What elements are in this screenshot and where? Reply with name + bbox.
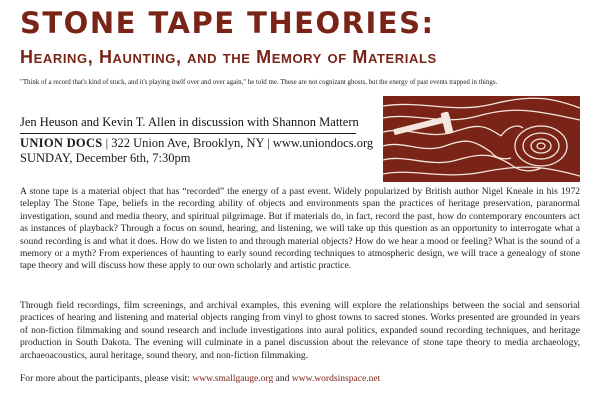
poster-title: STONE TAPE THEORIES: [20, 6, 435, 40]
venue-address: | 322 Union Ave, Brooklyn, NY | www.uniondocs.org [105, 136, 374, 150]
woodcut-image [383, 96, 580, 182]
more-info-line [20, 373, 380, 385]
description-paragraph-2: Through field recordings, film screenings, and archival examples, this evening will explore the relationships between the social and sensorial practices of hearing and listening and material objects ranging from vinyl to ghost towns to sacred stones. Works presented are grounded in years of non-fiction filmmaking and sound research and include investigations into aural politics, expanded sound recording techniques, and heritage production in South Dakota. The evening will culminate in a panel discussion about the relevance of stone tape theory to media archaeology, archaeoacoustics, aural heritage, sound theory, and non-fiction filmmaking. [20, 300, 580, 361]
more-info-prefix: For more about the participants, please visit: [20, 373, 190, 384]
venue-name: UNION DOCS [20, 136, 103, 150]
wood-grain-nail-illustration [383, 96, 580, 182]
venue-line [20, 136, 373, 151]
links-joiner: and [275, 373, 290, 384]
smallgauge-link[interactable]: www.smallgauge.org [192, 373, 274, 384]
pull-quote: "Think of a record that's kind of stuck, and it's playing itself over and over again," he told me. These are not cognizant ghosts, but the energy of past events trapped in things. [20, 79, 498, 86]
description-paragraph-1: A stone tape is a material object that has “recorded” the energy of a past event. Widely popularized by British author Nigel Kneale in his 1972 teleplay The Stone Tape, beliefs in the recording ability of objects and environments span the practices of heritage preservation, paranormal investigation, sound and media theory, and spiritual pilgrimage. But if materials do, in fact, record the past, how do contemporary encounters act as instances of playback? Through a focus on sound, hearing, and listening, we will take up this question as an opportunity to interrogate what a sound recording is and what it does. How do we listen to and through material objects? How do we hear a mood or feeling? What is the sound of a memory or a myth? From experiences of haunting to early sound recording techniques to atmospheric design, we will trace a genealogy of stone tape theory and will discuss how these apply to our own scholarly and artistic practice. [20, 186, 580, 272]
wordsinspace-link[interactable]: www.wordsinspace.net [291, 373, 381, 384]
poster-subtitle: Hearing, Haunting, and the Memory of Materials [20, 47, 437, 67]
speakers-line: Jen Heuson and Kevin T. Allen in discussion with Shannon Mattern [20, 115, 359, 129]
event-date: SUNDAY, December 6th, 7:30pm [20, 151, 191, 165]
divider-rule [20, 133, 356, 134]
